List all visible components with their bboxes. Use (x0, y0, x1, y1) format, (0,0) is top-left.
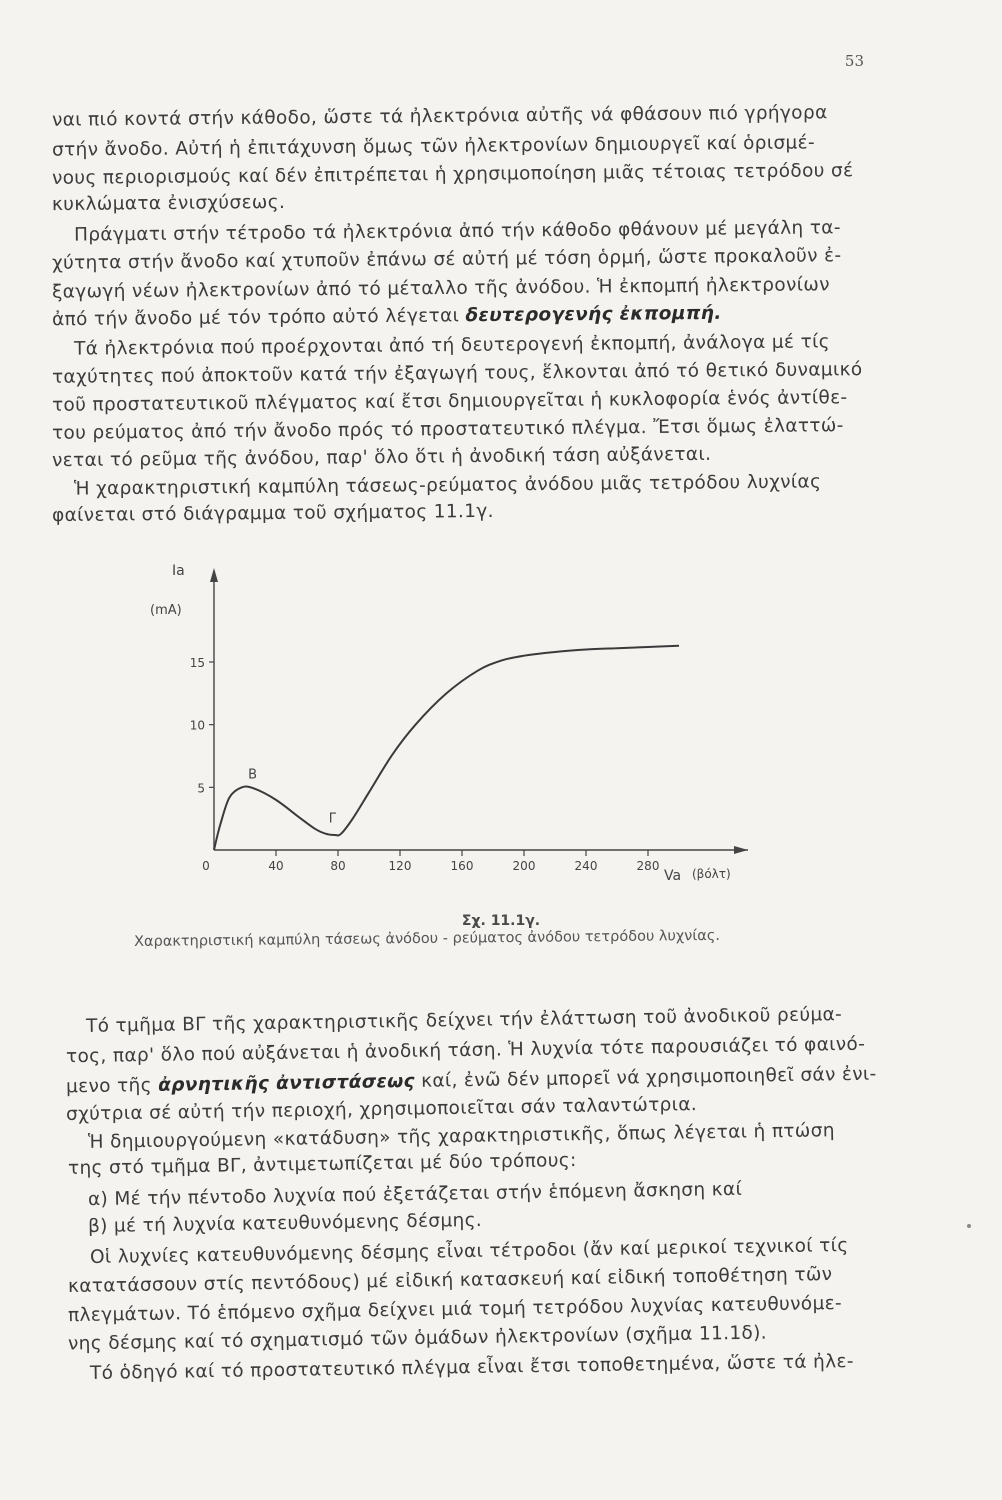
y-tick-label: 5 (197, 781, 205, 796)
figure-caption-title: Σχ. 11.1γ. (461, 913, 541, 929)
text-line: νης δέσμης καί τό σχηματισμό τῶν ὁμάδων ἠλεκτρονίων (σχῆμα 11.1δ). (67, 1322, 768, 1355)
term-secondary-emission: δευτερογενής ἐκπομπή. (465, 302, 722, 327)
text-line: Τό ὁδηγό καί τό προστατευτικό πλέγμα εἶναι ἔτσι τοποθετημένα, ὥστε τά ἠλε- (89, 1351, 854, 1384)
y-axis-arrow (210, 568, 218, 582)
text-line: στήν ἄνοδο. Αὐτή ἡ ἐπιτάχυνση ὅμως τῶν ἠλεκτρονίων δημιουργεῖ καί ὁρισμέ- (51, 132, 816, 161)
text-line: νους περιορισμούς καί δέν ἐπιτρέπεται ἡ χρησιμοποίηση μιᾶς τέτοιας τετρόδου σέ (51, 160, 854, 189)
text-line: Τά ἠλεκτρόνια πού προέρχονται ἀπό τή δευτερογενή ἐκπομπή, ἀνάλογα μέ τίς (73, 331, 830, 360)
text-fragment: καί, ἐνῶ δέν μπορεῖ νά χρησιμοποιηθεῖ σάν ἐνι- (414, 1063, 877, 1092)
figure-caption-text: Χαρακτηριστική καμπύλη τάσεως ἀνόδου - ρεύματος ἀνόδου τετρόδου λυχνίας. (134, 927, 721, 950)
y-axis-unit: (mA) (150, 603, 182, 618)
x-tick-label: 40 (268, 859, 284, 873)
series-line-ia (214, 646, 679, 850)
term-negative-resistance: ἀρνητικῆς ἀντιστάσεως (157, 1070, 416, 1096)
text-line: α) Μέ τήν πέντοδο λυχνία πού ἐξετάζεται στήν ἑπόμενη ἄσκηση καί (87, 1178, 743, 1211)
text-line: ταχύτητες πού ἀποκτοῦν κατά τήν ἐξαγωγή τους, ἕλκονται ἀπό τό θετικό δυναμικό (51, 359, 863, 388)
text-line: Ἡ δημιουργούμενη «κατάδυση» τῆς χαρακτηριστικῆς, ὅπως λέγεται ἡ πτώση (87, 1120, 835, 1153)
x-tick-label: 80 (330, 859, 346, 873)
page-number: 53 (844, 52, 864, 70)
scan-speck (967, 1224, 971, 1228)
x-tick-label: 0 (202, 859, 210, 873)
y-tick-label: 10 (189, 718, 205, 733)
text-fragment: ἀπό τήν ἄνοδο μέ τόν τρόπο αὐτό λέγεται (51, 305, 466, 331)
text-fragment: μενο τῆς (65, 1074, 159, 1098)
x-axis-arrow (734, 846, 748, 854)
text-line: Ἡ χαρακτηριστική καμπύλη τάσεως-ρεύματος ἀνόδου μιᾶς τετρόδου λυχνίας (73, 471, 822, 500)
y-tick-label: 15 (189, 656, 205, 670)
point-label-b: B (248, 767, 258, 783)
text-line: κυκλώματα ἐνισχύσεως. (51, 191, 286, 216)
text-line: β) μέ τή λυχνία κατευθυνόμενης δέσμης. (87, 1209, 483, 1238)
text-line: φαίνεται στό διάγραμμα τοῦ σχήματος 11.1γ. (51, 500, 494, 527)
point-label-γ: Γ (328, 811, 336, 827)
text-line: χύτητα στήν ἄνοδο καί χτυποῦν ἐπάνω σέ αὐτή μέ τόση ὁρμή, ὥστε προκαλοῦν ἐ- (51, 245, 842, 274)
text-line: ξαγωγή νέων ἠλεκτρονίων ἀπό τό μέταλλο τῆς ἀνόδου. Ἡ ἐκπομπή ἠλεκτρονίων (51, 274, 830, 303)
text-line: τος, παρ' ὅλο πού αὐξάνεται ἡ ἀνοδική τάση. Ἡ λυχνία τότε παρουσιάζει τό φαινό- (65, 1033, 866, 1068)
text-line: τοῦ προστατευτικοῦ πλέγματος καί ἔτσι δημιουργεῖται ἡ κυκλοφορία ἑνός ἀντίθε- (51, 387, 848, 416)
x-tick-label: 200 (512, 859, 536, 873)
x-tick-label: 160 (450, 859, 474, 873)
text-line: σχύτρια σέ αὐτή τήν περιοχή, χρησιμοποιεῖται σάν ταλαντώτρια. (65, 1094, 698, 1125)
text-line: Τό τμῆμα ΒΓ τῆς χαρακτηριστικῆς δείχνει τήν ἐλάττωση τοῦ ἀνοδικοῦ ρεύμα- (85, 1004, 843, 1037)
text-line: της στό τμῆμα ΒΓ, ἀντιμετωπίζεται μέ δύο τρόπους: (67, 1150, 577, 1179)
x-tick-label: 280 (636, 859, 660, 873)
text-line: κατατάσσουν στίς πεντόδους) μέ εἰδική κατασκευή καί εἰδική τοποθέτηση τῶν (67, 1263, 833, 1298)
text-line: του ρεύματος ἀπό τήν ἄνοδο πρός τό προστατευτικό πλέγμα. Ἔτσι ὅμως ἐλαττώ- (51, 415, 844, 444)
x-axis-unit: (βόλτ) (692, 867, 731, 881)
y-axis-label: Ia (172, 563, 185, 579)
x-tick-label: 240 (574, 859, 598, 873)
text-line: πλεγμάτων. Τό ἑπόμενο σχῆμα δείχνει μιά τομή τετρόδου λυχνίας κατευθυνόμε- (67, 1292, 843, 1327)
text-line: νεται τό ρεῦμα τῆς ἀνόδου, παρ' ὅλο ὅτι ἡ ἀνοδική τάση αὐξάνεται. (51, 443, 712, 472)
text-line: Πράγματι στήν τέτροδο τά ἠλεκτρόνια ἀπό τήν κάθοδο φθάνουν μέ μεγάλη τα- (73, 217, 841, 246)
x-axis-label: Va (664, 868, 682, 884)
text-line: ναι πιό κοντά στήν κάθοδο, ὥστε τά ἠλεκτρόνια αὐτῆς νά φθάσουν πιό γρήγορα (51, 102, 828, 131)
text-line: Οἱ λυχνίες κατευθυνόμενης δέσμης εἶναι τέτροδοι (ἄν καί μερικοί τεχνικοί τίς (89, 1235, 849, 1268)
x-tick-label: 120 (388, 859, 412, 873)
